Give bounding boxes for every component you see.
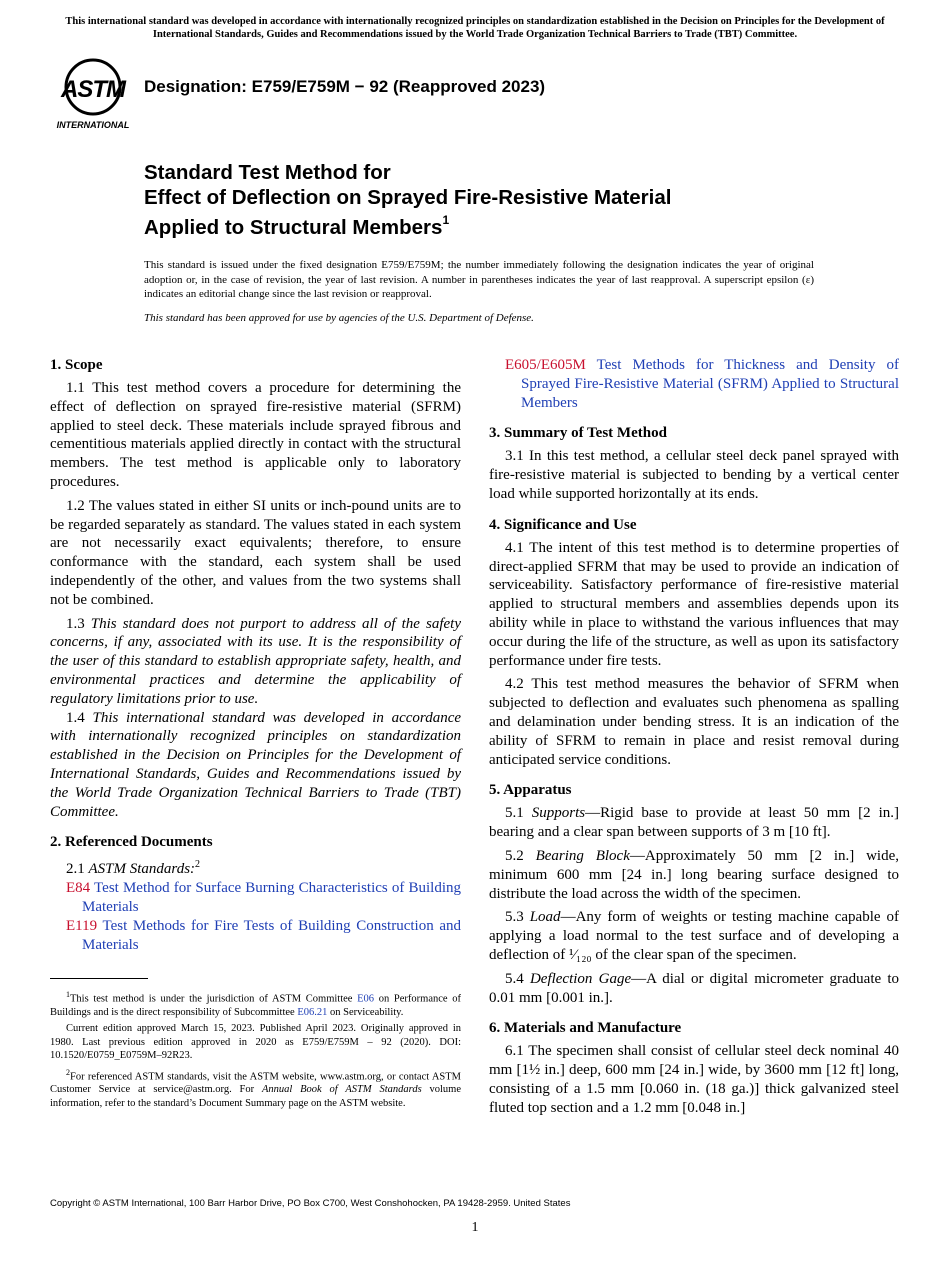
- reference-e84[interactable]: E84 Test Method for Surface Burning Characteristics of Building Materials: [66, 880, 461, 915]
- page-number: 1: [471, 1220, 479, 1235]
- para-1-2: 1.2 The values stated in either SI units or inch-pound units are to be regarded separately as standard. The values stated in each system are not necessarily exact equivalents; therefore, to ensure conformance with the standard, each system shall be used independently of the other, and values from the two systems shall not be combined.: [50, 497, 461, 608]
- footnote-edition: Current edition approved March 15, 2023. Published April 2023. Originally approved in 1980. Last previous edition approved in 2020 as E759/E759M – 92 (2020). DOI: 10.1520/E0759_E0759M–92R23.: [50, 1023, 461, 1062]
- svg-text:INTERNATIONAL: INTERNATIONAL: [56, 120, 130, 130]
- section-1-heading: 1. Scope: [50, 357, 103, 373]
- para-3-1: 3.1 In this test method, a cellular steel deck panel sprayed with fire-resistive material is subjected to bending by a vertical center load while supported horizontally at its ends.: [489, 448, 899, 502]
- para-4-2: 4.2 This test method measures the behavior of SFRM when subjected to deflection and evaluates such phenomena as spalling and delamination under bending stress. It is an indication of the ability of SFRM to remain in place and resist removal during anticipated service conditions.: [489, 676, 899, 768]
- link-e06[interactable]: E06: [357, 993, 375, 1005]
- para-4-1: 4.1 The intent of this test method is to determine properties of direct-applied SFRM that may be used to provide an indication of serviceability. Satisfactory performance of fire-resistive material applied to structural members and assemblies depends upon its ability while in place to withstand the various influences that may occur during the life of the structure, as well as upon its satisfactory performance under fire tests.: [489, 539, 899, 669]
- left-column: [50, 356, 461, 954]
- footnote-2: $^2$For referenced ASTM standards, visit the ASTM website, www.astm.org, or contact ASTM Customer Service at service@astm.org. For Annual Book of ASTM Standards volume information, refer to the standard’s Document Summary page on the ASTM website.: [50, 1067, 461, 1109]
- astm-logo: [52, 56, 134, 132]
- designation: Designation: E759/E759M − 92 (Reapproved 2023): [144, 77, 546, 96]
- dod-approval-note: This standard has been approved for use by agencies of the U.S. Department of Defense.: [144, 312, 534, 324]
- title-line-3: Applied to Structural Members$^1$: [144, 213, 450, 239]
- para-2-1: 2.1 ASTM Standards:$^2$: [66, 859, 201, 878]
- astm-logo-graphic: [52, 56, 134, 132]
- link-e06-21[interactable]: E06.21: [297, 1006, 328, 1018]
- para-5-4: 5.4 Deflection Gage—A dial or digital micrometer graduate to 0.01 mm [0.001 in.].: [489, 970, 900, 1006]
- para-1-4: 1.4 This international standard was developed in accordance with internationally recognized principles on standardization established in the Decision on Principles for the Development of International Standards, Guides and Recommendations issued by the World Trade Organization Technical Barriers to Trade (TBT) Committee.: [50, 709, 462, 820]
- para-5-3: 5.3 Load—Any form of weights or testing machine capable of applying a load normal to the test surface and of developing a deflection of ¹⁄₁₂₀ of the clear span of the specimen.: [489, 909, 899, 963]
- para-5-2: 5.2 Bearing Block—Approximately 50 mm [2 in.] wide, minimum 600 mm [24 in.] long bearing surface designed to distribute the load across the width of the specimen.: [489, 847, 899, 902]
- reference-e605[interactable]: E605/E605M Test Methods for Thickness and Density of Sprayed Fire-Resistive Material (SFRM) Applied to Structural Members: [505, 357, 899, 411]
- title-line-1: Standard Test Method for: [144, 161, 391, 184]
- reference-e119[interactable]: E119 Test Methods for Fire Tests of Building Construction and Materials: [66, 917, 462, 953]
- top-note: This international standard was developed in accordance with internationally recognized principles on standardization established in the Decision on Principles for the Development of International Standards, Guides and Recommendations issued by the World Trade Organization Technical Barriers to Trade (TBT) Committee.: [65, 16, 885, 40]
- para-1-1: 1.1 This test method covers a procedure for determining the effect of deflection on sprayed fire-resistive material (SFRM) applied to steel deck. These materials include sprayed fibrous and cementitious materials applied directly in contact with the structural members. The test method is applicable only to laboratory procedures.: [50, 380, 461, 490]
- para-5-1: 5.1 Supports—Rigid base to provide at least 50 mm [2 in.] bearing and a clear span between supports of 3 m [10 ft].: [489, 805, 900, 841]
- section-3-heading: 3. Summary of Test Method: [489, 425, 667, 442]
- title-line-2: Effect of Deflection on Sprayed Fire-Resistive Material: [144, 186, 672, 209]
- right-column: [489, 356, 899, 1118]
- section-2-heading: 2. Referenced Documents: [50, 834, 213, 851]
- footnote-1: $^1$This test method is under the jurisdiction of ASTM Committee E06 on Performance of Buildings and is the direct responsibility of Subcommittee E06.21 on Serviceability.: [50, 990, 461, 1018]
- svg-text:ASTM: ASTM: [61, 76, 125, 103]
- para-1-3: 1.3 This standard does not purport to address all of the safety concerns, if any, associated with its use. It is the responsibility of the user of this standard to establish appropriate safety, health, and environmental practices and determine the applicability of regulatory limitations prior to use.: [50, 615, 461, 707]
- section-5-heading: 5. Apparatus: [489, 782, 572, 799]
- section-6-heading: 6. Materials and Manufacture: [489, 1020, 682, 1037]
- para-6-1: 6.1 The specimen shall consist of cellular steel deck nominal 40 mm [1½ in.] deep, 600 mm [24 in.] wide, by 3600 mm [12 ft] long, consisting of a 1.5 mm [0.060 in. (18 ga.)] thick galvanized steel fluted top section and a 1.2 mm [0.048 in.]: [489, 1043, 899, 1116]
- footnote-divider: [50, 978, 148, 979]
- copyright-notice: Copyright © ASTM International, 100 Barr Harbor Drive, PO Box C700, West Conshohocken, PA 19428-2959. United States: [50, 1198, 571, 1209]
- footnotes: [50, 988, 461, 1110]
- section-4-heading: 4. Significance and Use: [489, 516, 637, 533]
- title-footnote-mark: 1: [442, 213, 450, 227]
- issuance-note: This standard is issued under the fixed designation E759/E759M; the number immediately following the designation indicates the year of original adoption or, in the case of revision, the year of last revision. A number in parentheses indicates the year of last reapproval. A superscript epsilon (ε) indicates an editorial change since the last revision or reapproval.: [144, 259, 814, 300]
- document-title: [144, 160, 904, 240]
